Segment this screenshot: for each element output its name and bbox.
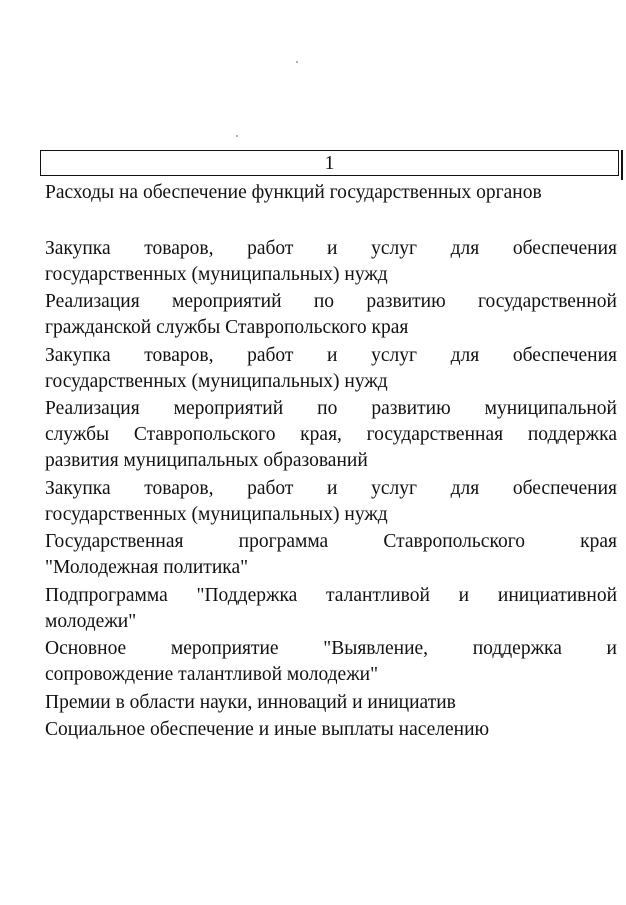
row-text: государственных (муниципальных) нужд xyxy=(45,370,388,392)
row-text: развития муниципальных образований xyxy=(45,450,368,471)
row-text: государственных (муниципальных) нужд xyxy=(45,503,388,525)
table-row xyxy=(45,236,617,288)
table-row xyxy=(45,396,617,474)
row-text: сопровождение талантливой молодежи" xyxy=(45,664,379,685)
row-text: Реализация мероприятий по развитию государственной xyxy=(45,291,617,312)
row-text: гражданской службы Ставропольского края xyxy=(45,317,409,338)
table-row xyxy=(45,289,617,341)
table-row xyxy=(45,717,617,743)
row-text: государственных (муниципальных) нужд xyxy=(45,263,388,285)
scan-speck xyxy=(296,61,298,63)
row-text: Закупка товаров, работ и услуг для обеспечения xyxy=(45,237,617,259)
table-row xyxy=(45,343,617,395)
table-column-header xyxy=(40,150,619,176)
row-text: Основное мероприятие "Выявление, поддержка и xyxy=(45,638,617,659)
row-text: Закупка товаров, работ и услуг для обеспечения xyxy=(45,477,617,499)
row-text: молодежи" xyxy=(45,610,137,632)
row-text: Государственная программа Ставропольского края xyxy=(45,531,617,552)
row-text: Закупка товаров, работ и услуг для обеспечения xyxy=(45,344,617,366)
table-body xyxy=(45,180,617,745)
table-row xyxy=(45,690,617,716)
row-text: Подпрограмма "Поддержка талантливой и инициативной xyxy=(45,584,617,606)
table-row xyxy=(45,636,617,688)
table-row xyxy=(45,180,617,206)
table-row xyxy=(45,476,617,528)
row-text: Реализация мероприятий по развитию муниципальной xyxy=(45,398,617,419)
blank-row xyxy=(45,208,617,236)
row-text: службы Ставропольского края, государственная поддержка xyxy=(45,424,617,445)
column-number: 1 xyxy=(324,152,335,174)
scan-speck xyxy=(236,135,238,137)
row-text: Премии в области науки, инноваций и инициатив xyxy=(45,691,456,713)
table-row xyxy=(45,529,617,581)
table-border-right xyxy=(621,150,623,180)
row-text: "Молодежная политика" xyxy=(45,557,249,578)
row-text: Социальное обеспечение и иные выплаты населению xyxy=(45,719,490,740)
table-row xyxy=(45,583,617,635)
row-text: Расходы на обеспечение функций государственных органов xyxy=(45,182,542,203)
